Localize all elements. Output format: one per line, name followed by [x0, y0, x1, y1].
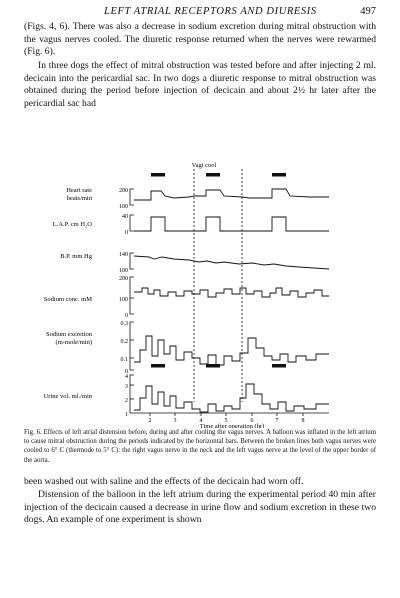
x-tick-label: 5 [224, 418, 228, 424]
obstruction-bar [206, 364, 220, 368]
heart-rate-axis [130, 189, 134, 205]
x-tick-label: 3 [173, 418, 177, 424]
bp-label: B.P. mm Hg [60, 253, 92, 260]
obstruction-bar [151, 364, 165, 368]
tick-label: 0.3 [120, 321, 128, 327]
page-header [24, 6, 376, 20]
tick-label: 2 [125, 398, 128, 404]
tick-label: 3 [125, 384, 128, 390]
tick-label: 0.2 [120, 339, 128, 345]
x-tick-label: 2 [148, 418, 152, 424]
sodium-conc-axis [130, 277, 134, 314]
paragraph-3: been washed out with saline and the effects of the decicain had worn off. [24, 476, 304, 487]
figure-6-graphic [24, 160, 376, 428]
obstruction-bar [206, 173, 220, 177]
sodium-excretion-axis [130, 322, 134, 370]
paragraph-1: (Figs. 4, 6). There was also a decrease in sodium excretion during mitral obstruction with the vagus nerves cooled. The diuretic response returned when the nerves were rewarmed (Fig. 6). [24, 21, 376, 58]
x-tick-label: 8 [301, 418, 305, 424]
paragraph-4: Distension of the balloon in the left atrium during the experimental period 40 min after injection of the decicain caused a decrease in urine flow and sodium excretion in these two dogs. An example of one experiment is shown [24, 489, 376, 526]
lap-trace [134, 217, 329, 231]
x-tick-label: 7 [275, 418, 279, 424]
x-axis-label: Time after operation (hr) [199, 423, 265, 428]
tick-label: 100 [119, 268, 128, 274]
tick-label: 140 [119, 252, 128, 258]
heart-rate-trace [134, 189, 329, 200]
figure-6 [24, 160, 376, 428]
lap-label: L.A.P. cm H₂O [52, 221, 92, 228]
tick-label: 4 [125, 374, 128, 380]
tick-label: 200 [119, 276, 128, 282]
running-title: LEFT ATRIAL RECEPTORS AND DIURESIS [104, 6, 317, 17]
lap-axis [130, 215, 134, 231]
tick-label: 1 [125, 412, 128, 418]
heart-rate-unit: beats/min [66, 195, 92, 202]
tick-label: 100 [119, 204, 128, 210]
figure-caption: Fig. 6. Effects of left atrial distension before, during and after cooling the vagus nerves. A balloon was inflated in the left atrium to cause mitral obstruction during the periods indicated by the horizontal bars. Between the broken lines both vagus nerves were cooled to 6° C (thermode to 5° C): the right vagus nerve in the neck and the left vagus nerve at the level of the upper border of the aorta. [24, 429, 376, 464]
x-tick-label: 6 [250, 418, 254, 424]
bp-trace [134, 256, 329, 269]
sodium-excretion-unit: (m-mole/min) [55, 339, 92, 346]
tick-label: 40 [122, 214, 128, 220]
heart-rate-label: Heart rate [66, 187, 92, 194]
sodium-conc-trace [134, 288, 329, 297]
sodium-conc-label: Sodium conc. mM [43, 296, 92, 303]
tick-label: 0 [125, 313, 128, 319]
urine-vol-trace [134, 384, 329, 412]
tick-label: 100 [119, 297, 128, 303]
tick-label: 0 [125, 230, 128, 236]
obstruction-bar [151, 173, 165, 177]
sodium-excretion-label: Sodium excretion [45, 331, 92, 338]
paragraph-2: In three dogs the effect of mitral obstruction was tested before and after injecting 2 ml. decicain into the pericardial sac. In two dogs a diuretic response to mitral obstruction was obtained during the period before injection of decicain and about 2½ hr later after the pericardial sac had [24, 60, 376, 109]
sodium-excretion-trace [134, 336, 329, 365]
bp-axis [130, 253, 134, 269]
obstruction-bar [272, 364, 286, 368]
tick-label: 200 [119, 188, 128, 194]
page-number: 497 [360, 6, 376, 17]
x-tick-label: 4 [199, 418, 203, 424]
urine-vol-label: Urine vol. ml./min [43, 393, 92, 400]
tick-label: 0 [125, 369, 128, 375]
vagi-cool-label: Vagi cool [191, 162, 217, 169]
obstruction-bar [272, 173, 286, 177]
urine-vol-axis [130, 375, 134, 413]
tick-label: 0.1 [120, 357, 128, 363]
